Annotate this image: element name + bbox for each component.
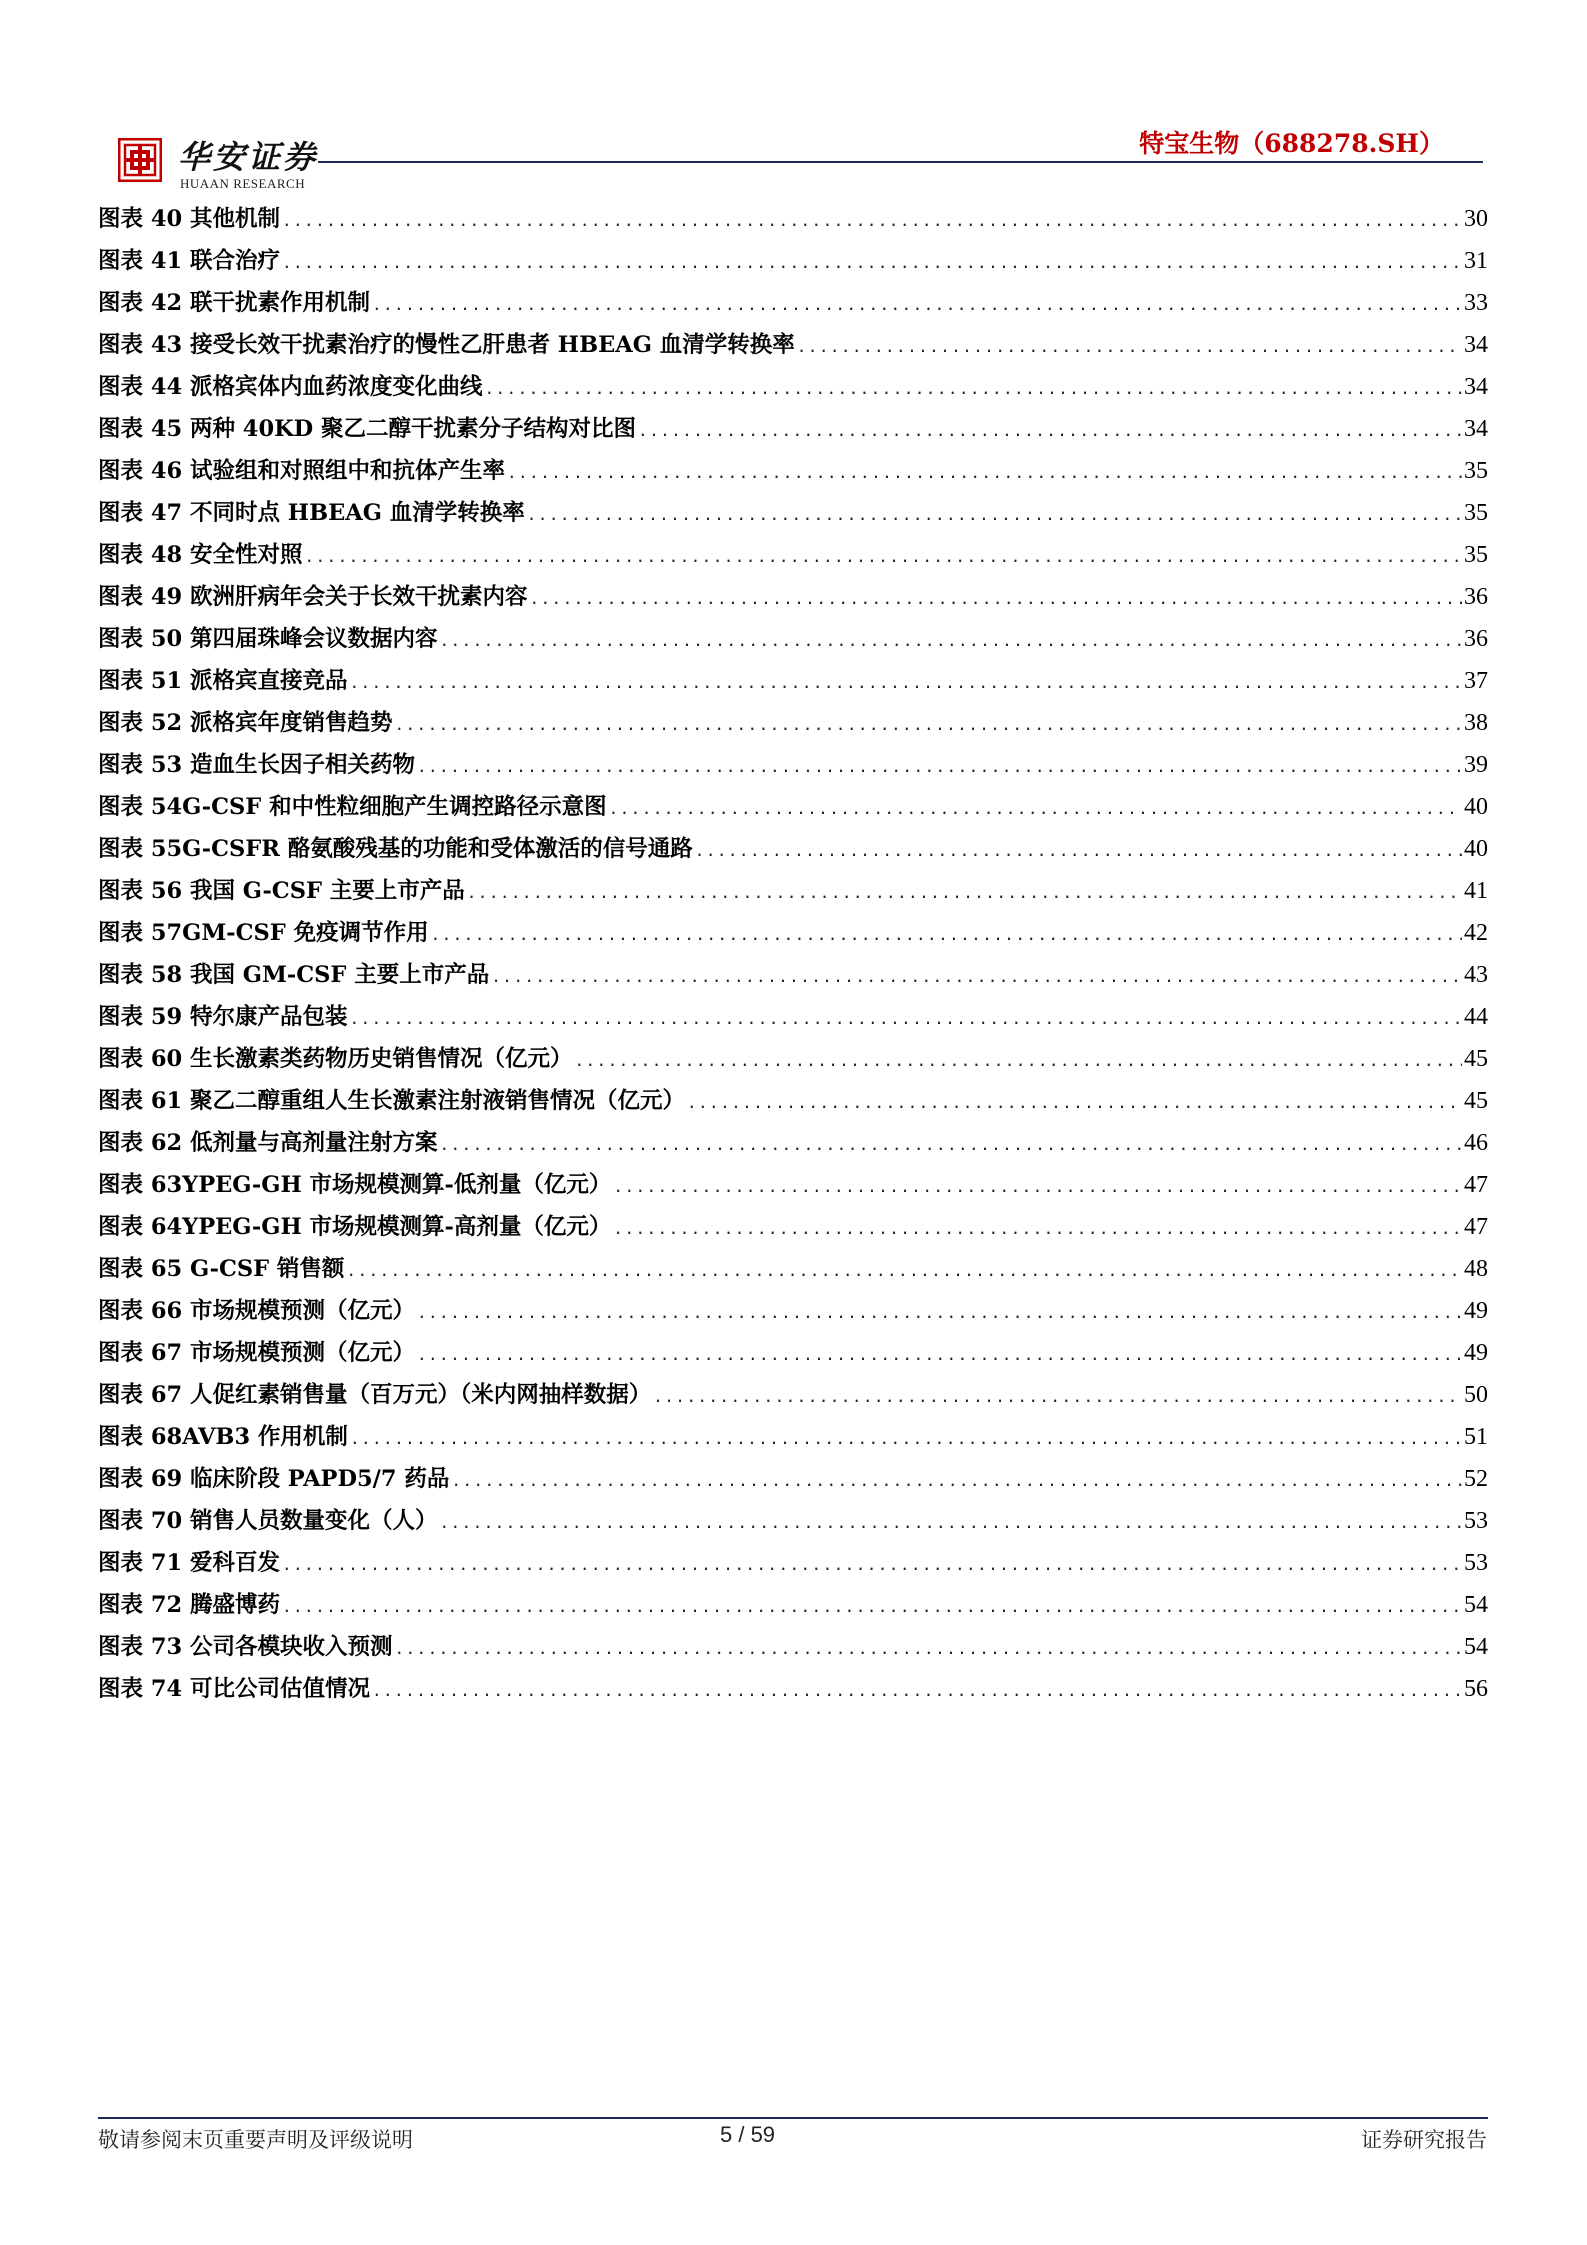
toc-entry-label: 图表 53 造血生长因子相关药物: [98, 752, 415, 778]
toc-entry-label: 图表 65 G-CSF 销售额: [98, 1256, 345, 1282]
toc-leader-dots: [282, 1586, 1462, 1628]
toc-entry-label: 图表 72 腾盛博药: [98, 1592, 280, 1618]
toc-entry[interactable]: [98, 450, 1488, 492]
toc-leader-dots: [451, 1460, 1462, 1502]
toc-entry-label: 图表 58 我国 GM-CSF 主要上市产品: [98, 962, 490, 988]
toc-leader-dots: [527, 494, 1462, 536]
toc-entry-label: 图表 54G-CSF 和中性粒细胞产生调控路径示意图: [98, 794, 607, 820]
toc-leader-dots: [507, 452, 1462, 494]
toc-entry-label: 图表 41 联合治疗: [98, 248, 280, 274]
toc-leader-dots: [372, 1670, 1462, 1712]
toc-leader-dots: [350, 1418, 1462, 1460]
toc-entry[interactable]: [98, 1206, 1488, 1248]
toc-entry-label: 图表 49 欧洲肝病年会关于长效干扰素内容: [98, 584, 528, 610]
toc-entry-page: 35: [1464, 542, 1488, 568]
toc-entry-label: 图表 67 人促红素销售量（百万元）（米内网抽样数据）: [98, 1382, 652, 1408]
toc-entry-page: 40: [1464, 836, 1488, 862]
brand-name: 华安证券: [178, 138, 319, 176]
toc-leader-dots: [431, 914, 1462, 956]
toc-leader-dots: [349, 998, 1462, 1040]
toc-leader-dots: [394, 1628, 1462, 1670]
toc-entry[interactable]: [98, 282, 1488, 324]
toc-entry[interactable]: [98, 1584, 1488, 1626]
toc-entry[interactable]: [98, 912, 1488, 954]
toc-entry[interactable]: [98, 1332, 1488, 1374]
toc-entry[interactable]: [98, 1080, 1488, 1122]
toc-leader-dots: [687, 1082, 1462, 1124]
toc-entry-label: 图表 62 低剂量与高剂量注射方案: [98, 1130, 438, 1156]
toc-entry[interactable]: [98, 702, 1488, 744]
toc-entry-page: 56: [1464, 1676, 1488, 1702]
header-divider: [318, 161, 1483, 163]
footer-divider: [98, 2117, 1488, 2119]
toc-leader-dots: [417, 1292, 1462, 1334]
toc-leader-dots: [638, 410, 1462, 452]
toc-entry-label: 图表 55G-CSFR 酪氨酸残基的功能和受体激活的信号通路: [98, 836, 693, 862]
toc-entry[interactable]: [98, 1164, 1488, 1206]
toc-entry-page: 47: [1464, 1172, 1488, 1198]
toc-entry-label: 图表 61 聚乙二醇重组人生长激素注射液销售情况（亿元）: [98, 1088, 685, 1114]
toc-entry-page: 48: [1464, 1256, 1488, 1282]
toc-entry-page: 34: [1464, 374, 1488, 400]
toc-leader-dots: [491, 956, 1462, 998]
toc-leader-dots: [282, 1544, 1462, 1586]
toc-entry-page: 54: [1464, 1634, 1488, 1660]
toc-entry-label: 图表 63YPEG-GH 市场规模测算-低剂量（亿元）: [98, 1172, 612, 1198]
toc-entry-page: 45: [1464, 1046, 1488, 1072]
toc-leader-dots: [346, 1250, 1462, 1292]
toc-entry[interactable]: [98, 366, 1488, 408]
toc-leader-dots: [417, 1334, 1462, 1376]
toc-entry-page: 51: [1464, 1424, 1488, 1450]
toc-entry-label: 图表 57GM-CSF 免疫调节作用: [98, 920, 429, 946]
huaan-logo-icon: [118, 138, 162, 182]
toc-leader-dots: [394, 704, 1462, 746]
toc-entry-label: 图表 47 不同时点 HBEAG 血清学转换率: [98, 500, 525, 526]
toc-entry-page: 39: [1464, 752, 1488, 778]
toc-entry-label: 图表 56 我国 G-CSF 主要上市产品: [98, 878, 465, 904]
toc-entry-page: 44: [1464, 1004, 1488, 1030]
toc-entry[interactable]: [98, 1374, 1488, 1416]
toc-entry-page: 47: [1464, 1214, 1488, 1240]
toc-entry[interactable]: [98, 1500, 1488, 1542]
toc-entry-label: 图表 40 其他机制: [98, 206, 280, 232]
toc-entry-page: 37: [1464, 668, 1488, 694]
toc-entry-label: 图表 70 销售人员数量变化（人）: [98, 1508, 438, 1534]
toc-entry[interactable]: [98, 786, 1488, 828]
toc-leader-dots: [282, 200, 1462, 242]
toc-leader-dots: [613, 1208, 1462, 1250]
toc-leader-dots: [282, 242, 1462, 284]
toc-entry-page: 30: [1464, 206, 1488, 232]
toc-entry[interactable]: [98, 1122, 1488, 1164]
toc-entry-page: 49: [1464, 1298, 1488, 1324]
toc-leader-dots: [797, 326, 1462, 368]
toc-leader-dots: [653, 1376, 1462, 1418]
toc-entry-page: 45: [1464, 1088, 1488, 1114]
toc-entry[interactable]: [98, 1248, 1488, 1290]
toc-entry[interactable]: [98, 198, 1488, 240]
toc-entry[interactable]: [98, 744, 1488, 786]
toc-entry[interactable]: [98, 1416, 1488, 1458]
page-header: [0, 0, 1587, 200]
toc-entry-page: 46: [1464, 1130, 1488, 1156]
toc-entry-label: 图表 69 临床阶段 PAPD5/7 药品: [98, 1466, 450, 1492]
toc-leader-dots: [484, 368, 1462, 410]
brand-subtitle: HUAAN RESEARCH: [180, 176, 306, 191]
toc-entry[interactable]: [98, 870, 1488, 912]
toc-leader-dots: [417, 746, 1462, 788]
toc-leader-dots: [439, 620, 1462, 662]
toc-entry-label: 图表 66 市场规模预测（亿元）: [98, 1298, 415, 1324]
toc-entry[interactable]: [98, 492, 1488, 534]
toc-entry[interactable]: [98, 1542, 1488, 1584]
toc-entry-label: 图表 73 公司各模块收入预测: [98, 1634, 393, 1660]
toc-entry-page: 31: [1464, 248, 1488, 274]
toc-leader-dots: [529, 578, 1462, 620]
toc-entry-label: 图表 60 生长激素类药物历史销售情况（亿元）: [98, 1046, 573, 1072]
toc-entry-label: 图表 51 派格宾直接竞品: [98, 668, 348, 694]
toc-entry-page: 36: [1464, 584, 1488, 610]
toc-entry-label: 图表 46 试验组和对照组中和抗体产生率: [98, 458, 505, 484]
toc-entry[interactable]: [98, 1290, 1488, 1332]
toc-entry-page: 36: [1464, 626, 1488, 652]
toc-entry-page: 53: [1464, 1508, 1488, 1534]
toc-entry-label: 图表 67 市场规模预测（亿元）: [98, 1340, 415, 1366]
toc-entry-label: 图表 42 联干扰素作用机制: [98, 290, 370, 316]
toc-leader-dots: [439, 1502, 1462, 1544]
toc-entry-page: 33: [1464, 290, 1488, 316]
toc-entry[interactable]: [98, 996, 1488, 1038]
toc-entry-page: 43: [1464, 962, 1488, 988]
toc-entry-label: 图表 50 第四届珠峰会议数据内容: [98, 626, 438, 652]
toc-leader-dots: [304, 536, 1462, 578]
toc-entry-page: 52: [1464, 1466, 1488, 1492]
toc-entry-label: 图表 44 派格宾体内血药浓度变化曲线: [98, 374, 483, 400]
table-of-figures: [98, 198, 1488, 1710]
toc-entry-label: 图表 71 爱科百发: [98, 1550, 280, 1576]
document-type: 证券研究报告: [1361, 2128, 1487, 2152]
toc-entry-label: 图表 68AVB3 作用机制: [98, 1424, 348, 1450]
toc-entry[interactable]: [98, 1668, 1488, 1710]
toc-entry[interactable]: [98, 954, 1488, 996]
toc-leader-dots: [439, 1124, 1462, 1166]
toc-entry-page: 35: [1464, 500, 1488, 526]
toc-entry[interactable]: [98, 1458, 1488, 1500]
toc-entry-page: 38: [1464, 710, 1488, 736]
toc-entry-page: 54: [1464, 1592, 1488, 1618]
toc-leader-dots: [467, 872, 1462, 914]
toc-entry[interactable]: [98, 408, 1488, 450]
toc-entry[interactable]: [98, 828, 1488, 870]
toc-entry[interactable]: [98, 576, 1488, 618]
toc-entry[interactable]: [98, 1626, 1488, 1668]
toc-entry-page: 53: [1464, 1550, 1488, 1576]
report-title: 特宝生物（688278.SH）: [1139, 129, 1444, 158]
toc-entry[interactable]: [98, 618, 1488, 660]
toc-entry-page: 35: [1464, 458, 1488, 484]
toc-entry-label: 图表 45 两种 40KD 聚乙二醇干扰素分子结构对比图: [98, 416, 637, 442]
toc-entry[interactable]: [98, 1038, 1488, 1080]
toc-entry-label: 图表 48 安全性对照: [98, 542, 303, 568]
toc-entry[interactable]: [98, 324, 1488, 366]
footer-disclaimer: 敬请参阅末页重要声明及评级说明: [98, 2128, 413, 2152]
toc-entry-label: 图表 52 派格宾年度销售趋势: [98, 710, 393, 736]
toc-entry-page: 49: [1464, 1340, 1488, 1366]
toc-entry-page: 34: [1464, 332, 1488, 358]
toc-entry[interactable]: [98, 660, 1488, 702]
toc-entry-page: 41: [1464, 878, 1488, 904]
toc-entry-page: 34: [1464, 416, 1488, 442]
toc-entry-page: 42: [1464, 920, 1488, 946]
toc-leader-dots: [609, 788, 1462, 830]
toc-entry-page: 50: [1464, 1382, 1488, 1408]
toc-leader-dots: [349, 662, 1462, 704]
toc-entry-label: 图表 59 特尔康产品包装: [98, 1004, 348, 1030]
toc-entry-label: 图表 43 接受长效干扰素治疗的慢性乙肝患者 HBEAG 血清学转换率: [98, 332, 795, 358]
toc-entry-page: 40: [1464, 794, 1488, 820]
toc-entry[interactable]: [98, 240, 1488, 282]
toc-leader-dots: [372, 284, 1462, 326]
toc-entry[interactable]: [98, 534, 1488, 576]
toc-entry-label: 图表 74 可比公司估值情况: [98, 1676, 370, 1702]
page-number: 5 / 59: [720, 2122, 776, 2147]
toc-leader-dots: [695, 830, 1462, 872]
toc-leader-dots: [574, 1040, 1462, 1082]
toc-entry-label: 图表 64YPEG-GH 市场规模测算-高剂量（亿元）: [98, 1214, 612, 1240]
toc-leader-dots: [613, 1166, 1462, 1208]
